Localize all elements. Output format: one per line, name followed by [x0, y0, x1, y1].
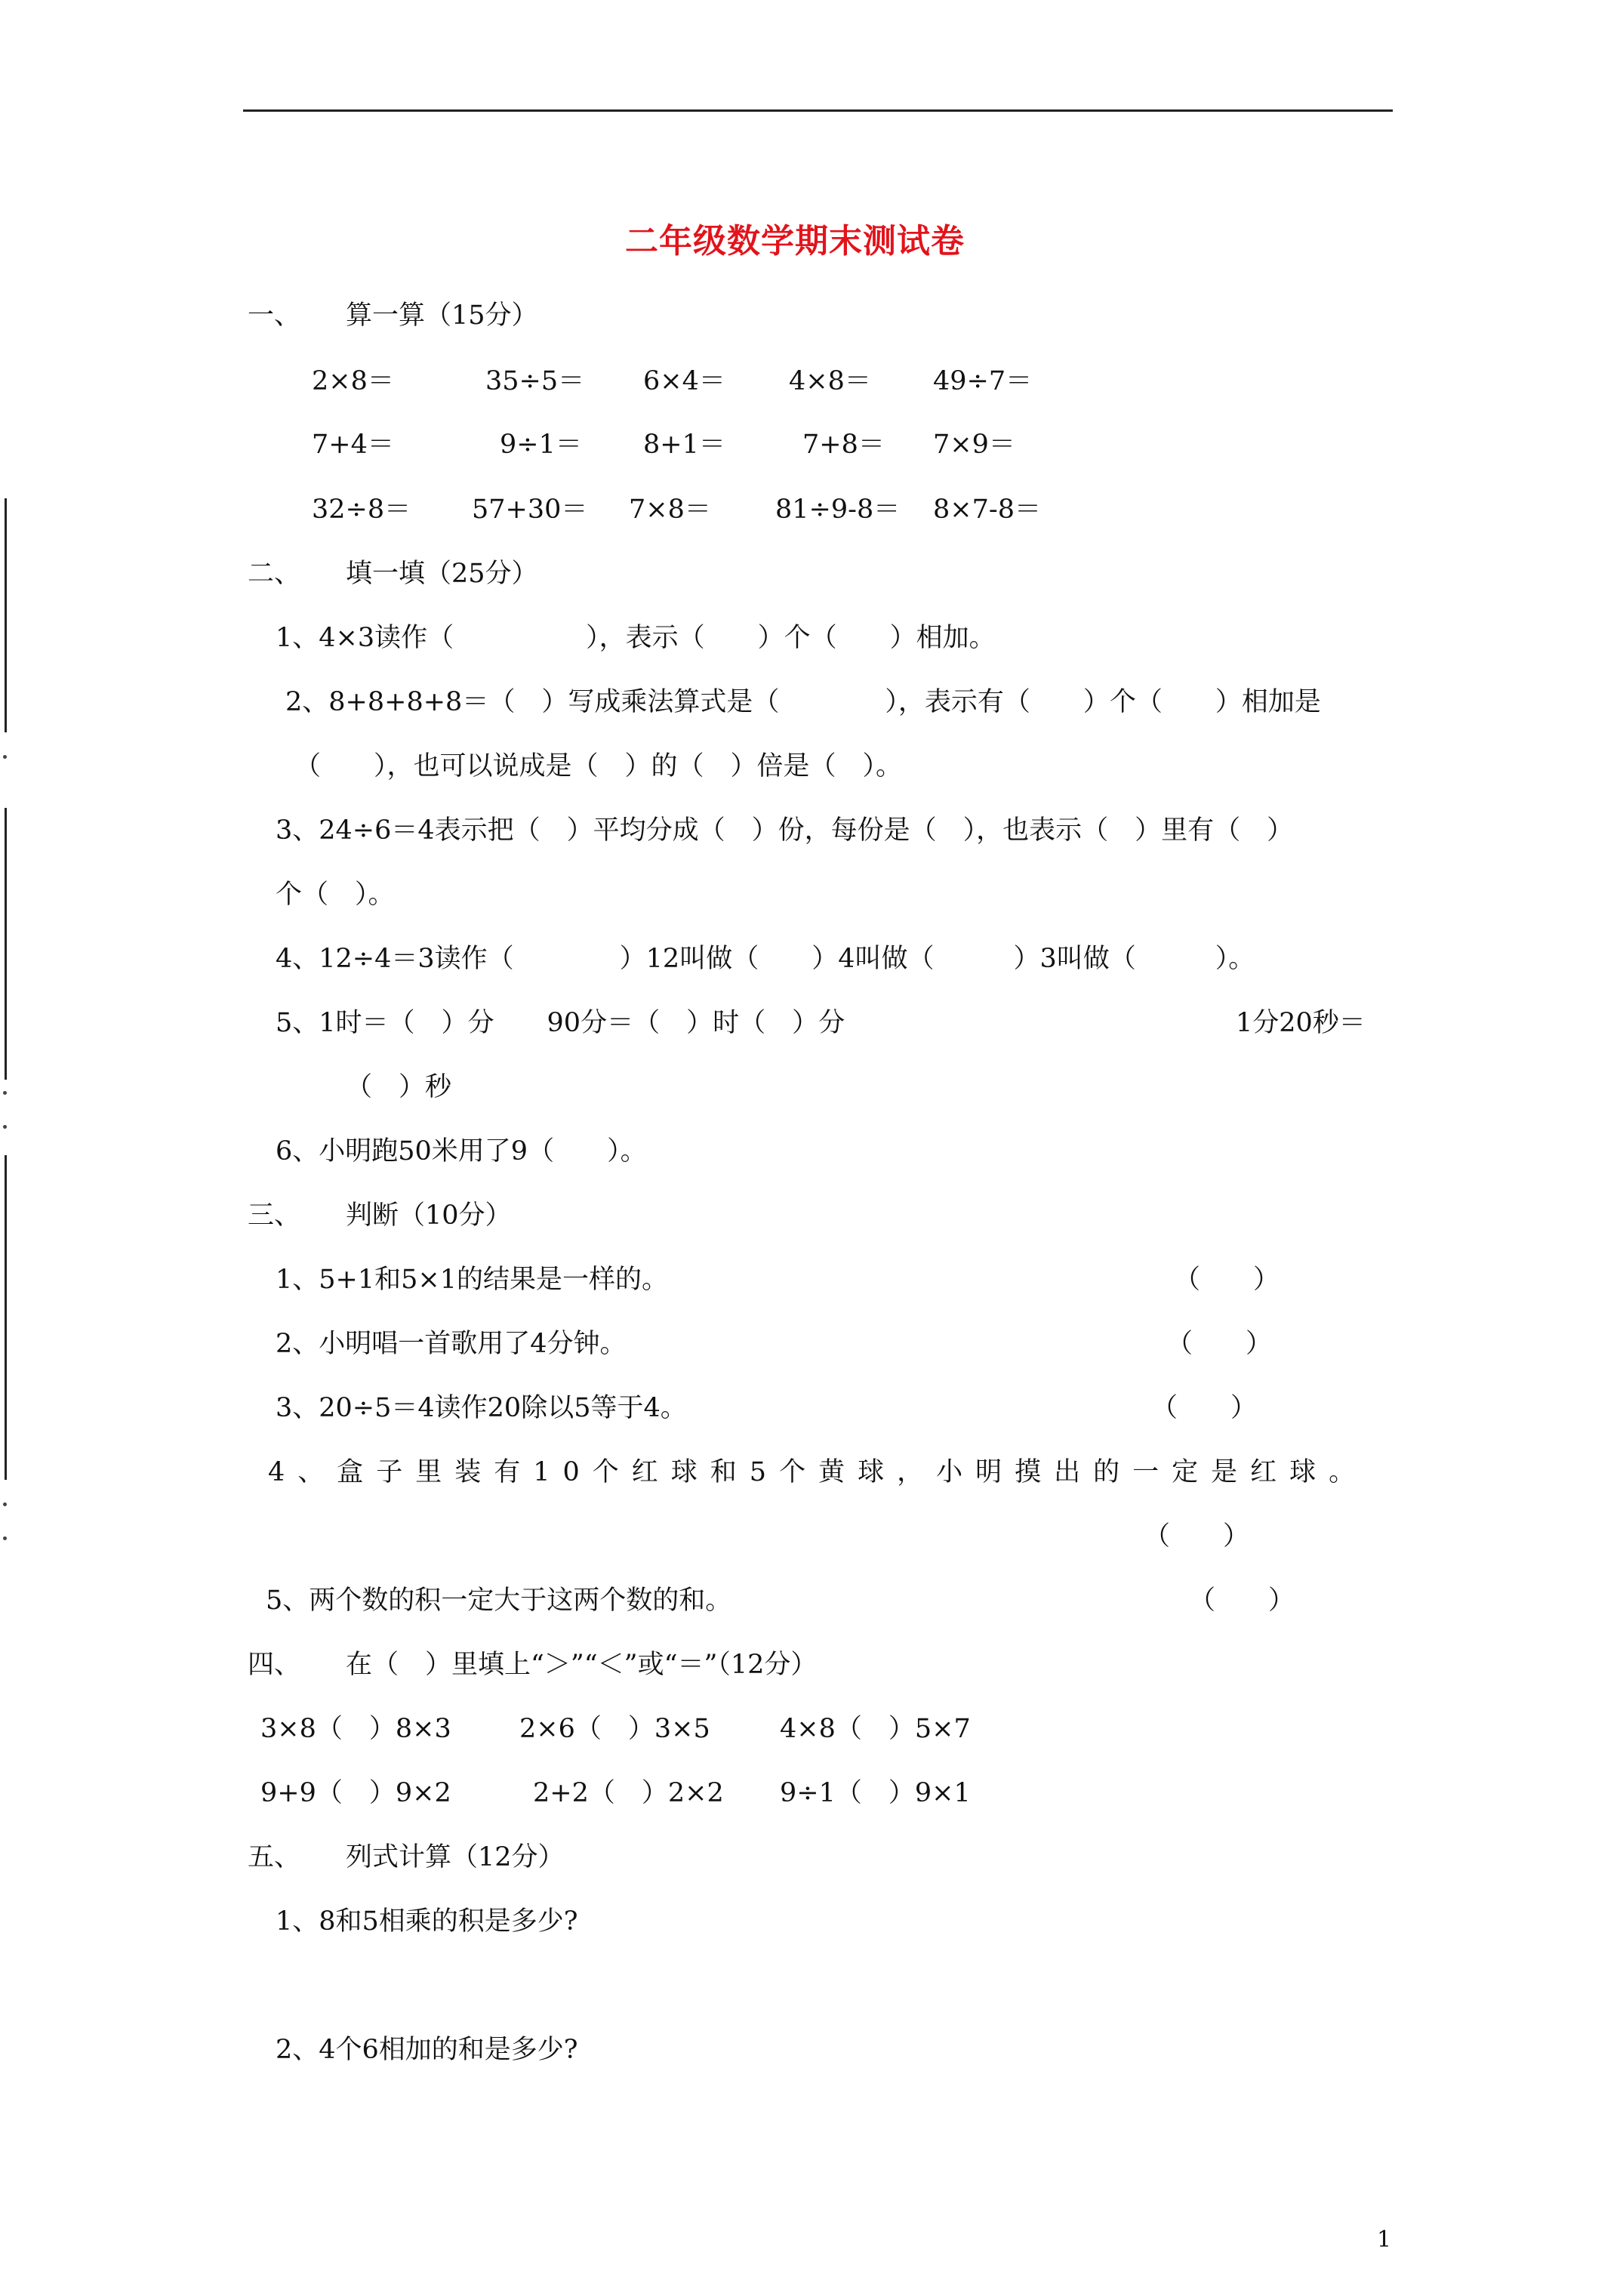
compare-problem: 4×8（ ）5×7	[780, 1714, 971, 1744]
answer-blank: （ ）	[1144, 1521, 1250, 1552]
binding-margin-dot	[3, 1091, 7, 1095]
arith-problem: 57+30＝	[472, 495, 588, 525]
section-2-number: 二、	[248, 559, 301, 589]
arith-problem: 8+1＝	[643, 430, 725, 460]
compare-problem: 2+2（ ）2×2	[533, 1778, 724, 1808]
binding-margin-line	[5, 498, 7, 732]
fill-in-item-continued: （ ）秒	[346, 1072, 452, 1102]
arith-problem: 7+4＝	[312, 430, 394, 460]
judgment-item: 3、20÷5＝4读作20除以5等于4。	[276, 1393, 687, 1423]
judgment-item: 2、小明唱一首歌用了4分钟。	[276, 1329, 627, 1359]
page-number: 1	[1377, 2227, 1392, 2253]
answer-blank: （ ）	[1174, 1265, 1280, 1295]
fill-in-item: 5、1时＝（ ）分 90分＝（ ）时（ ）分	[276, 1008, 845, 1038]
section-3-heading: 判断（10分）	[346, 1200, 512, 1231]
arith-problem: 49÷7＝	[933, 366, 1033, 396]
compare-problem: 9÷1（ ）9×1	[780, 1778, 971, 1808]
arith-problem: 6×4＝	[643, 366, 725, 396]
arith-problem: 2×8＝	[312, 366, 394, 396]
answer-blank: （ ）	[1151, 1393, 1258, 1423]
section-4-number: 四、	[248, 1650, 301, 1680]
arith-problem: 9÷1＝	[500, 430, 582, 460]
compare-problem: 2×6（ ）3×5	[519, 1714, 710, 1744]
binding-margin-dot	[3, 1125, 7, 1129]
arith-problem: 7×9＝	[933, 430, 1015, 460]
arith-problem: 32÷8＝	[312, 495, 411, 525]
binding-margin-dot	[3, 1502, 7, 1506]
judgment-item: 5、两个数的积一定大于这两个数的和。	[266, 1586, 732, 1616]
section-4-heading: 在（ ）里填上“＞”“＜”或“＝”（12分）	[346, 1650, 818, 1680]
fill-in-item: 4、12÷4＝3读作（ ）12叫做（ ）4叫做（ ）3叫做（ ）。	[276, 944, 1255, 974]
header-rule	[243, 109, 1393, 112]
binding-margin-dot	[3, 755, 7, 759]
section-3-number: 三、	[248, 1200, 301, 1231]
arith-problem: 7×8＝	[629, 495, 711, 525]
binding-margin-dot	[3, 1536, 7, 1540]
arith-problem: 7+8＝	[802, 430, 885, 460]
fill-in-item: 2、8+8+8+8＝（ ）写成乘法算式是（ ），表示有（ ）个（ ）相加是	[285, 687, 1321, 717]
word-problem: 2、4个6相加的和是多少?	[276, 2035, 578, 2065]
section-5-number: 五、	[248, 1842, 301, 1872]
fill-in-item: 6、小明跑50米用了9（ ）。	[276, 1136, 647, 1166]
compare-problem: 3×8（ ）8×3	[260, 1714, 451, 1744]
arith-problem: 4×8＝	[789, 366, 871, 396]
judgment-item: 4、盒子里装有10个红球和5个黄球，小明摸出的一定是红球。	[268, 1457, 1369, 1487]
section-1-heading: 算一算（15分）	[346, 300, 538, 331]
binding-margin-line	[5, 808, 7, 1080]
arith-problem: 81÷9-8＝	[775, 495, 901, 525]
fill-in-item: 3、24÷6＝4表示把（ ）平均分成（ ）份，每份是（ ），也表示（ ）里有（ ）	[276, 815, 1294, 846]
section-5-heading: 列式计算（12分）	[346, 1842, 565, 1872]
fill-in-item-continued: 个（ ）。	[276, 880, 395, 910]
fill-in-item: 1、4×3读作（ ），表示（ ）个（ ）相加。	[276, 623, 996, 653]
compare-problem: 9+9（ ）9×2	[260, 1778, 451, 1808]
answer-blank: （ ）	[1166, 1329, 1273, 1359]
word-problem: 1、8和5相乘的积是多少?	[276, 1906, 578, 1937]
judgment-item: 1、5+1和5×1的结果是一样的。	[276, 1265, 668, 1295]
section-2-heading: 填一填（25分）	[346, 559, 538, 589]
arith-problem: 35÷5＝	[485, 366, 585, 396]
page-title: 二年级数学期末测试卷	[625, 222, 965, 260]
fill-in-item-continued: （ ），也可以说成是（ ）的（ ）倍是（ ）。	[294, 751, 903, 781]
arith-problem: 8×7-8＝	[933, 495, 1041, 525]
binding-margin-line	[5, 1155, 7, 1480]
section-1-number: 一、	[248, 300, 301, 331]
fill-in-item-part: 1分20秒＝	[1236, 1008, 1366, 1038]
answer-blank: （ ）	[1189, 1586, 1295, 1616]
